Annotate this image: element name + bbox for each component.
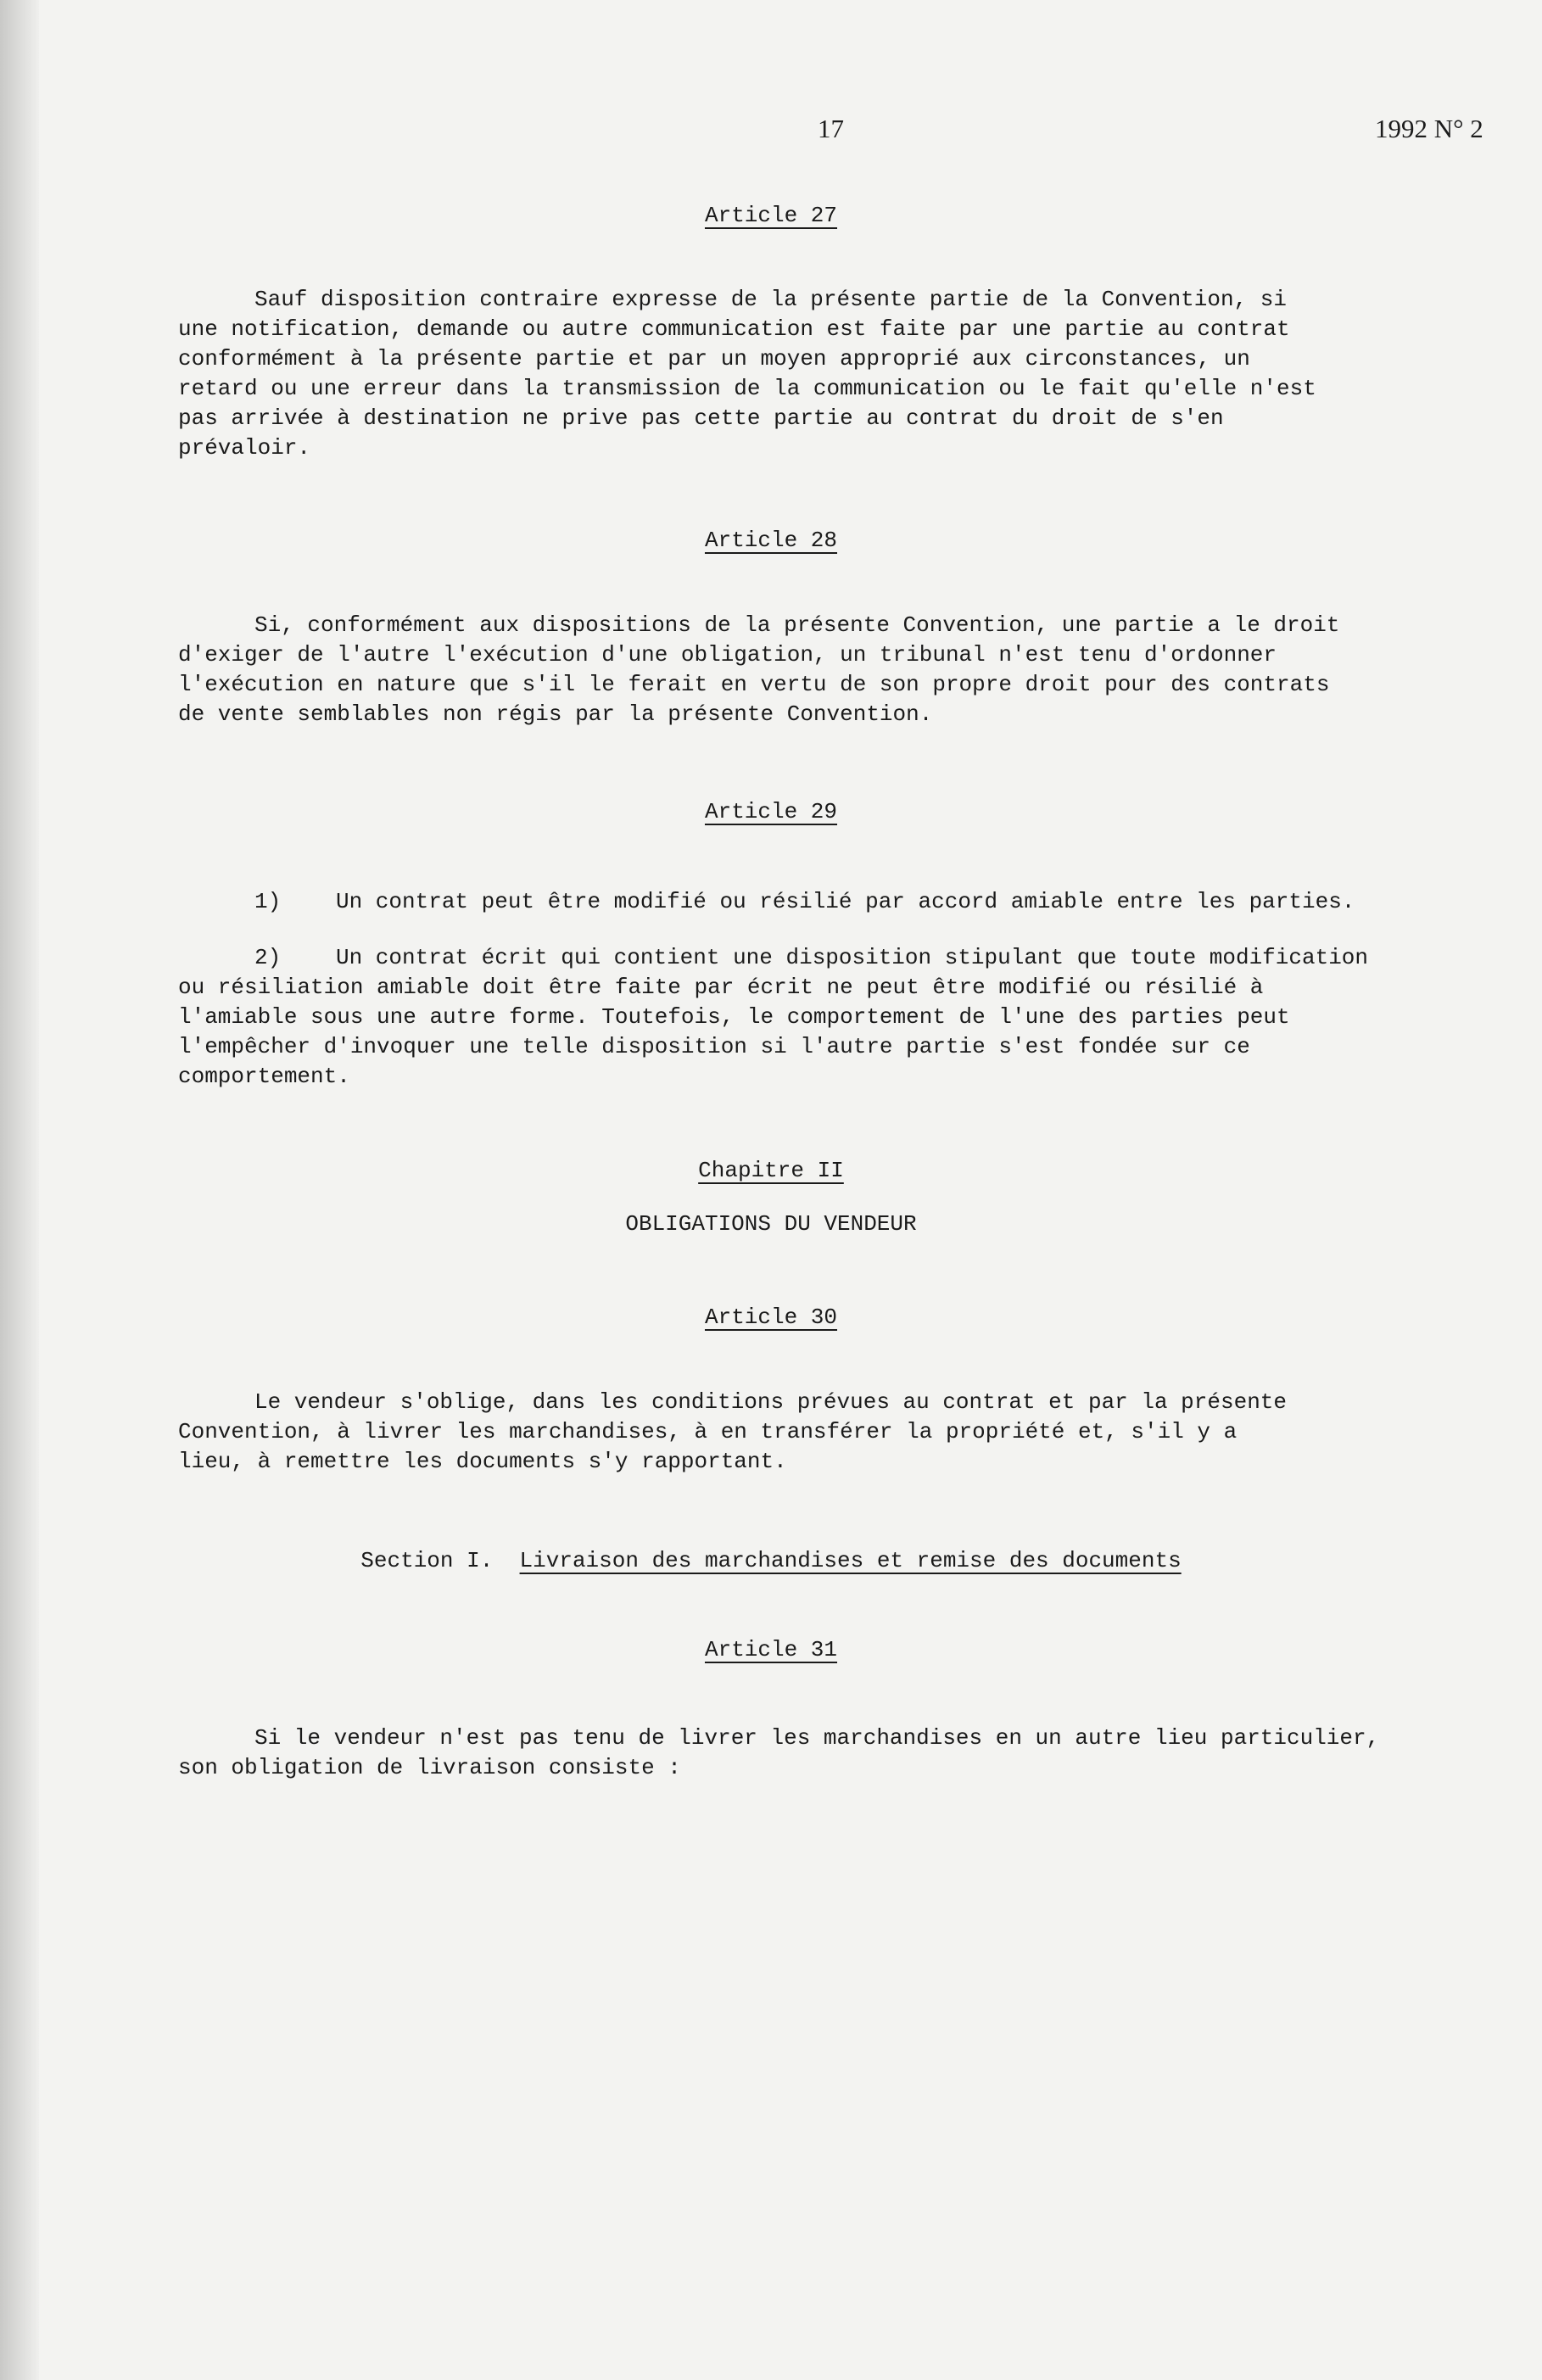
text-line: prévaloir. xyxy=(178,435,311,461)
article-27-heading: Article 27 xyxy=(704,203,838,228)
text-line: 1) Un contrat peut être modifié ou résilié par accord amiable entre les parties. xyxy=(254,887,1355,917)
text-line: Si le vendeur n'est pas tenu de livrer les marchandises en un autre lieu particulier, xyxy=(254,1725,1380,1751)
article-28-heading: Article 28 xyxy=(704,528,838,553)
article-31-body xyxy=(178,1724,1379,1783)
text-line: l'exécution en nature que s'il le ferait en vertu de son propre droit pour des contrats xyxy=(178,672,1330,697)
page-number: 17 xyxy=(818,114,844,143)
article-29-paragraph-1 xyxy=(254,887,1355,917)
section-heading xyxy=(0,1550,1542,1572)
text-line: Convention, à livrer les marchandises, à en transférer la propriété et, s'il y a xyxy=(178,1419,1238,1444)
paragraph-number: 2) xyxy=(254,945,282,970)
article-27-body xyxy=(178,285,1316,463)
text-line: conformément à la présente partie et par un moyen approprié aux circonstances, un xyxy=(178,346,1250,372)
journal-issue: 1992 N° 2 xyxy=(1375,114,1483,143)
text-line: d'exiger de l'autre l'exécution d'une obligation, un tribunal n'est tenu d'ordonner xyxy=(178,642,1277,668)
text-line: son obligation de livraison consiste : xyxy=(178,1755,681,1780)
text-line: une notification, demande ou autre communication est faite par une partie au contrat xyxy=(178,316,1290,342)
text-line: l'empêcher d'invoquer une telle disposition si l'autre partie s'est fondée sur ce xyxy=(178,1034,1250,1059)
text-line: Sauf disposition contraire expresse de la présente partie de la Convention, si xyxy=(254,287,1287,312)
text-line: comportement. xyxy=(178,1064,350,1089)
page-binding-shadow xyxy=(0,0,39,2380)
text-line: l'amiable sous une autre forme. Toutefois, le comportement de l'une des parties peut xyxy=(178,1004,1290,1030)
text-line: Le vendeur s'oblige, dans les conditions prévues au contrat et par la présente xyxy=(254,1389,1287,1415)
article-28-body xyxy=(178,611,1339,729)
text-line: pas arrivée à destination ne prive pas cette partie au contrat du droit de s'en xyxy=(178,405,1224,431)
article-29-heading: Article 29 xyxy=(704,799,838,824)
text-line: 2) Un contrat écrit qui contient une disposition stipulant que toute modification xyxy=(178,943,1368,973)
article-31-heading: Article 31 xyxy=(704,1637,838,1662)
article-29-paragraph-2 xyxy=(178,943,1368,1092)
text-line: lieu, à remettre les documents s'y rapportant. xyxy=(178,1449,787,1474)
chapter-heading: Chapitre II xyxy=(698,1158,844,1183)
text-line: retard ou une erreur dans la transmission de la communication ou le fait qu'elle n'est xyxy=(178,376,1316,401)
section-label: Section I. xyxy=(360,1548,494,1573)
paragraph-number: 1) xyxy=(254,889,282,914)
chapter-title: OBLIGATIONS DU VENDEUR xyxy=(625,1211,917,1237)
text-line: Si, conformément aux dispositions de la présente Convention, une partie a le droit xyxy=(254,612,1340,638)
article-30-heading: Article 30 xyxy=(704,1305,838,1330)
text-line: de vente semblables non régis par la présente Convention. xyxy=(178,701,933,727)
article-30-body xyxy=(178,1388,1287,1477)
section-title: Livraison des marchandises et remise des documents xyxy=(519,1548,1182,1573)
text-line: ou résiliation amiable doit être faite par écrit ne peut être modifié ou résilié à xyxy=(178,975,1264,1000)
